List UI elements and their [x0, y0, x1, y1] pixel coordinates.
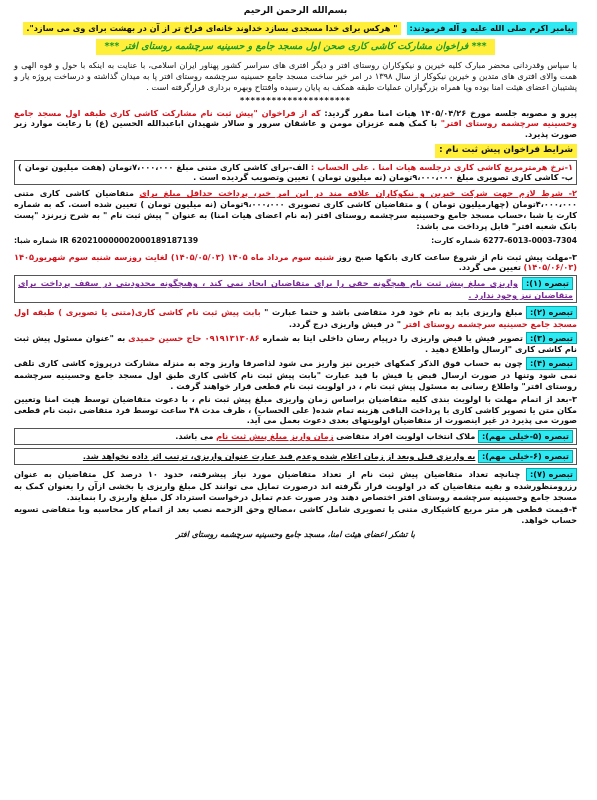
card-label: شماره کارت: — [431, 235, 481, 245]
note-2 — [14, 306, 577, 330]
note-3-a: تصویر فیش یا قبض واریزی را درپیام رسان داخلی ایتا به شماره — [262, 332, 523, 343]
condition-3-red: شنبه سوم مرداد ماه ۱۴۰۵ (۱۴۰۵/۰۵/۰۳) لغایت روزسه شنبه سوم شهریور۱۴۰۵ (۱۴۰۵/۰۶/۰۳) — [14, 251, 577, 273]
sheba-value: IR 620210000002000189187139 — [60, 235, 199, 245]
note-4-text: چون به حساب فوق الذکر کمکهای خیرین نیز واریز می شود لذاصرفا واریز وجه به منزله مشارکت درپروژه کاشی کاری تلقی نمی شود وتنها در صورت ارسال قبض یا فیش با قید عبارت "بابت پیش ثبت نام کاشی کاری طبق اول مسجد جامع وحسینیه سرچشمه روستای افتر" واطلاع رسانی به مسئول پیش ثبت نام ، در اولویت ثبت نام قطعی قرار خواهند گرفت . — [14, 358, 577, 391]
condition-1-rest: الف-برای کاشی کاری متنی مبلغ ۷،۰۰۰،۰۰۰تومان (هفت میلیون تومان ) ب- کاشی کاری تصویری مبلغ ۹،۰۰۰،۰۰۰تومان (نه میلیون تومان ) تعیین وتصویب گردیده است . — [18, 161, 573, 183]
note-7-tag: تبصره (۷): — [526, 468, 577, 481]
condition-3b: ۳-بعد از اتمام مهلت با اولویت بندی کلیه متقاضیان براساس زمان واریزی مبلغ پیش ثبت نام ، با دعوت متقاضیان توسط هیت امنا وتعیین مکان متن یا تصویر کاشی کاری با پرداخت الباقی هزینه تمام شده( علی الحساب) ، ظرف مدت ۴۸ ساعت توسط فرد متقاضی ،ثبت نام قطعی صورت می پذیرد در غیر اینصورت از متقاضیان اولویتهای بعدی دعوت بعمل می آید. — [14, 393, 577, 426]
basmala: بسم‌الله الرحمن الرحیم — [243, 6, 348, 16]
note-5-tag: تبصره (۵-خیلی مهم): — [478, 430, 573, 443]
page-title: *** فراخوان مشارکت کاشی کاری صحن اول مسجد جامع و حسینیه سرچشمه روستای افتر *** — [96, 39, 494, 56]
note-2-a: مبلغ واریزی باید به نام خود فرد متقاضی باشد و حتما عبارت " — [264, 306, 523, 317]
resolution-b: با کمک همه عزیزان مومن و عاشقان سرور و سالار شهیدان اباعبدالله الحسین (ع) با رعایت موارد زیر صورت پذیرد. — [14, 118, 577, 140]
condition-3-a: ۳-مهلت پیش ثبت نام از شروع ساعت کاری بانکها صبح روز — [337, 251, 578, 262]
hadith-row — [14, 22, 577, 35]
condition-4: ۴-قیمت قطعی هر متر مربع کاشیکاری متنی یا تصویری شامل کاشی ،مصالح وحق الزحمه نصب بعد از اتمام کار محاسبه وبا متقاضی تسویه حساب خواهد. — [14, 504, 577, 526]
sheba-block — [14, 236, 198, 246]
note-2-b: " در فیش واریزی درج گردد. — [288, 318, 402, 329]
note-6-tag: تبصره (۶-خیلی مهم): — [478, 450, 573, 463]
condition-3 — [14, 252, 577, 274]
note-5-red: زمان واریز مبلغ پیش ثبت نام — [216, 431, 334, 442]
hadith-text: " هرکس برای خدا مسجدی بسازد خداوند خانه‌ای فراخ تر از آن در بهشت برای وی می سازد". — [23, 22, 400, 35]
note-2-red: بابت پیش ثبت نام کاشی کاری(متنی یا تصویری ) طبقه اول مسجد جامع حسینیه سرچشمه روستای افتر — [14, 306, 577, 329]
card-value: 6277-6013-0003-7304 — [483, 235, 577, 245]
note-3-red: ۰۹۱۹۱۳۱۳۰۸۶ حاج حسین حمیدی — [128, 332, 260, 343]
card-block — [431, 236, 577, 246]
note-4-tag: تبصره (۴): — [526, 357, 577, 370]
note-5-b: می باشد. — [175, 431, 214, 442]
note-3-b: به "عنوان مسئول پیش ثبت نام کاشی کاری "ارسال واطلاع دهید . — [14, 332, 577, 355]
note-1 — [14, 275, 577, 303]
note-6 — [14, 448, 577, 465]
note-3 — [14, 332, 577, 356]
note-7-text: چنانچه تعداد متقاضیان پیش ثبت نام از تعداد متقاضیان مورد نیاز پیشرفته، حدود ۱۰ درصد کل متقاضیان به عنوان رزرومنظورشده و بقیه متقاضیان که در اولویت قرار نگرفته اند درصورت تمایل می توانند کل مبلغ واریزی یا بخشی ازآن را بعنوان کمک به مسجد جامع وحسینیه سرچشمه روستای افتر اختصاص دهند ودر صورت عدم تمایل درخواست استرداد کل مبلغ واریزی را بنمایند. — [14, 468, 577, 502]
note-1-text: واریزی مبلغ پیش ثبت نام هیچگونه حقی را برای متقاضیان ایجاد نمی کند ، وهیچگونه محدودیتی در سقف پرداخت برای متقاضیان نیز وجود ندارد . — [18, 278, 573, 301]
note-5 — [14, 428, 577, 445]
title-wrap — [14, 39, 577, 56]
note-1-tag: تبصره (۱): — [522, 277, 573, 290]
sheba-label: شماره شبا: — [14, 235, 58, 245]
resolution-red: که از فراخوان "پیش ثبت نام مشارکت کاشی کاری طبقه اول مسجد جامع وحسینیه سرچشمه روستای افتر" — [14, 107, 577, 129]
condition-2-rest: متقاضیان کاشی کاری متنی ۴،۰۰۰،۰۰۰تومان (چهارمیلیون تومان ) و متقاضیان کاشی کاری تصویری ۹،۰۰۰،۰۰۰تومان (نه میلیون تومان ) تعیین شده است. که به شماره کارت یا شبا ،حساب مسجد جامع وحسینیه سرچشمه روستای افتر (به نام اعضای هیات امنا) به عنوان " پیش ثبت نام " به شرح زیرنزد "پست بانک شعبه افتر" قابل پرداخت می باشد: — [14, 188, 577, 231]
condition-2 — [14, 188, 577, 231]
note-4 — [14, 357, 577, 391]
note-5-a: ملاک انتخاب اولویت افراد متقاضی — [336, 431, 476, 442]
resolution-a: پیرو و مصوبه جلسه مورخ ۱۴۰۵/۰۴/۲۶ هیات امنا مقرر گردید: — [324, 107, 578, 118]
conditions-heading: شرایط فراخوان پیش ثبت نام : — [435, 144, 577, 158]
account-row — [14, 236, 577, 246]
intro-paragraph: با سپاس وقدردانی محضر مبارک کلیه خیرین و نیکوکاران روستای افتر و دیگر افتری های سراسر کشور پهناور ایران اسلامی، با عنایت به اینکه با حول و قوه الهی و همت والای افتری های متدین و خیرین نیکوکار از سال ۱۳۹۸ در امر خیر ساخت مسجد جامع حسینیه سرچشمه روستای افتر پا به میدان گذاشته و درساخت پروژه یار و پشتیبان اعضای هیئت امنا بوده ویا همراه بزرگواران عملیات طبقه همکف به پایان رسیده وافتتاح وبهره برداری قرارگرفته است . — [14, 60, 577, 92]
condition-1-red: ۱-نرخ هرمترمربع کاشی کاری درجلسه هیات امنا . علی الحساب : — [310, 161, 573, 172]
prophet-tag: پیامبر اکرم صلی الله علیه و آله فرمودند: — [407, 22, 577, 35]
note-6-text: به واریزی قبل وبعد از زمان اعلام شده وعدم قید عبارت عنوان واریزی، ترتیب اثر داده نخواهد شد. — [82, 451, 476, 462]
note-3-tag: تبصره (۳): — [526, 332, 577, 345]
signature: با تشکر اعضای هیئت امنا، مسجد جامع وحسینیه سرچشمه روستای افتر — [176, 530, 415, 540]
resolution-paragraph — [14, 108, 577, 140]
note-2-tag: تبصره (۲): — [526, 306, 577, 319]
condition-3-b: تعیین می گردد. — [458, 262, 521, 273]
condition-2-red: ۲- شرط لازم جهت شرکت خیرین و نیکوکاران علاقه مند در این امر خیر، پرداخت حداقل مبلغ برای — [139, 188, 577, 199]
stars-divider: ********************* — [240, 94, 351, 105]
condition-1 — [14, 160, 577, 186]
note-7 — [14, 468, 577, 502]
